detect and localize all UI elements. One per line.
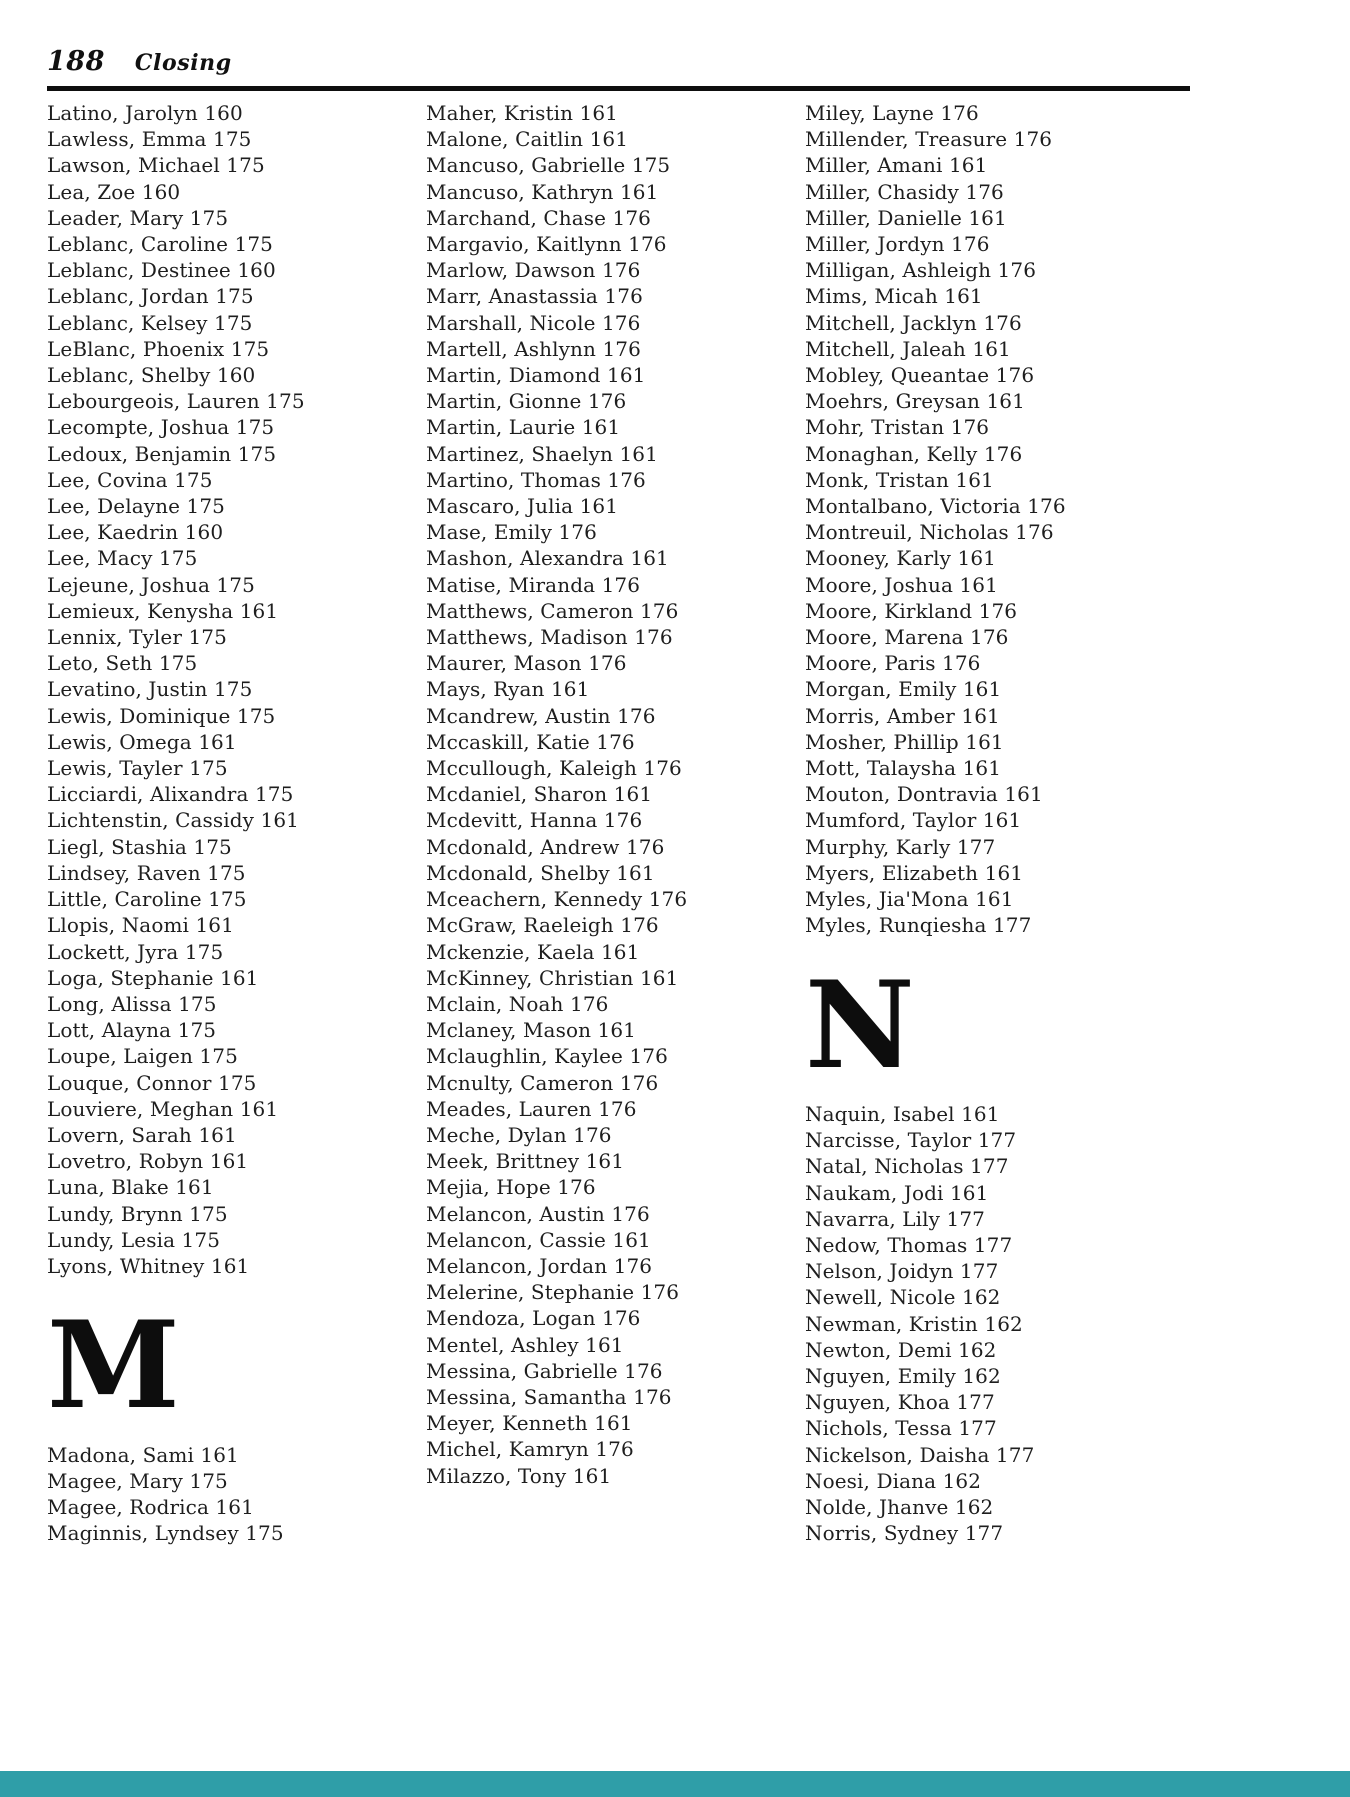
index-entry: Newton, Demi 162 [805,1337,997,1362]
index-entry: Martell, Ashlynn 176 [426,336,641,361]
index-entry: Meek, Brittney 161 [426,1149,625,1174]
index-entry: Martinez, Shaelyn 161 [426,441,658,466]
index-entry: Melerine, Stephanie 176 [426,1280,680,1305]
index-entry: Mouton, Dontravia 161 [805,782,1043,807]
index-entry: Mase, Emily 176 [426,520,597,545]
index-entry: Lee, Macy 175 [47,546,198,571]
index-entry: Magee, Mary 175 [47,1468,228,1493]
index-entry: Naquin, Isabel 161 [805,1101,1000,1126]
index-columns [47,100,1190,1546]
index-entry: Naukam, Jodi 161 [805,1180,989,1205]
index-column [426,100,805,1546]
index-entry: Mcandrew, Austin 176 [426,703,656,728]
index-entry: Mendoza, Logan 176 [426,1306,641,1331]
index-entry: Messina, Gabrielle 176 [426,1358,663,1383]
bottom-accent-bar [0,1771,1350,1797]
index-entry: Meyer, Kenneth 161 [426,1411,633,1436]
page-header [47,46,1190,77]
index-entry: Leblanc, Jordan 175 [47,284,254,309]
index-entry: Mcdevitt, Hanna 176 [426,808,643,833]
index-entry: Moore, Paris 176 [805,651,981,676]
index-entry: Nolde, Jhanve 162 [805,1494,994,1519]
index-entry: Malone, Caitlin 161 [426,127,629,152]
page-number: 188 [47,46,105,77]
index-entry: Mott, Talaysha 161 [805,756,1002,781]
index-entry: Marchand, Chase 176 [426,205,652,230]
index-entry: Mclain, Noah 176 [426,991,609,1016]
index-entry: Milligan, Ashleigh 176 [805,258,1037,283]
index-entry: Montalbano, Victoria 176 [805,494,1066,519]
index-entry: Miley, Layne 176 [805,101,979,125]
index-entry: Loupe, Laigen 175 [47,1044,238,1069]
index-entry: Lemieux, Kenysha 161 [47,598,279,623]
index-entry: Lyons, Whitney 161 [47,1253,250,1278]
index-entry: Mims, Micah 161 [805,284,983,309]
index-entry: McGraw, Raeleigh 176 [426,913,659,938]
index-entry: Matise, Miranda 176 [426,572,641,597]
index-entry: Myles, Jia'Mona 161 [805,887,1014,912]
index-entry: Licciardi, Alixandra 175 [47,782,294,807]
index-entry: Lockett, Jyra 175 [47,939,224,964]
index-entry: Newman, Kristin 162 [805,1311,1023,1336]
index-entry: Lee, Delayne 175 [47,494,226,519]
index-entry: Millender, Treasure 176 [805,127,1053,152]
index-column [805,100,1184,1546]
index-entry: Mobley, Queantae 176 [805,363,1035,388]
index-entry: Lejeune, Joshua 175 [47,572,255,597]
index-entry: Leader, Mary 175 [47,205,229,230]
section-letter: M [47,1295,180,1437]
index-entry: Miller, Chasidy 176 [805,179,1004,204]
index-entry: Messina, Samantha 176 [426,1384,672,1409]
index-entry: Louviere, Meghan 161 [47,1096,279,1121]
header-rule [47,86,1190,91]
index-entry: Navarra, Lily 177 [805,1206,986,1231]
index-entry: Lee, Covina 175 [47,467,213,492]
index-entry: Lewis, Omega 161 [47,729,237,754]
index-entry: Nguyen, Emily 162 [805,1363,1001,1388]
index-entry: Lovern, Sarah 161 [47,1122,237,1147]
index-entry: Mitchell, Jacklyn 176 [805,310,1022,335]
index-entry: Maher, Kristin 161 [426,101,619,125]
section-letter: N [805,954,915,1096]
index-entry: Monaghan, Kelly 176 [805,441,1023,466]
index-entry: Montreuil, Nicholas 176 [805,520,1054,545]
index-entry: Mcnulty, Cameron 176 [426,1070,659,1095]
index-entry: Mashon, Alexandra 161 [426,546,669,571]
index-entry: Llopis, Naomi 161 [47,913,234,938]
index-entry: Lawson, Michael 175 [47,153,265,178]
index-entry: Luna, Blake 161 [47,1175,214,1200]
index-entry: Norris, Sydney 177 [805,1521,1004,1546]
index-entry: Noesi, Diana 162 [805,1468,982,1493]
index-entry: Lea, Zoe 160 [47,179,181,204]
index-entry: Murphy, Karly 177 [805,834,996,859]
index-entry: Leblanc, Destinee 160 [47,258,276,283]
index-entry: Melancon, Cassie 161 [426,1227,651,1252]
index-entry: Martin, Diamond 161 [426,363,646,388]
index-entry: Nelson, Joidyn 177 [805,1259,999,1284]
index-entry: Lundy, Brynn 175 [47,1201,228,1226]
index-entry: Miller, Jordyn 176 [805,232,990,257]
index-entry: Marlow, Dawson 176 [426,258,641,283]
index-entry: Nichols, Tessa 177 [805,1416,997,1441]
index-entry: Mckenzie, Kaela 161 [426,939,640,964]
index-entry: Natal, Nicholas 177 [805,1154,1009,1179]
index-entry: Margavio, Kaitlynn 176 [426,232,667,257]
index-entry: Liegl, Stashia 175 [47,834,232,859]
index-entry: Lovetro, Robyn 161 [47,1149,249,1174]
index-entry: Michel, Kamryn 176 [426,1437,634,1462]
index-entry: Lewis, Dominique 175 [47,703,276,728]
index-entry: Lewis, Tayler 175 [47,756,228,781]
index-entry: Newell, Nicole 162 [805,1285,1001,1310]
index-entry: Mccullough, Kaleigh 176 [426,756,682,781]
index-entry: Ledoux, Benjamin 175 [47,441,277,466]
index-entry: Leblanc, Caroline 175 [47,232,274,257]
index-entry: Magee, Rodrica 161 [47,1494,254,1519]
index-entry: Mccaskill, Katie 176 [426,729,635,754]
index-entry: Moore, Marena 176 [805,625,1009,650]
index-entry: Mohr, Tristan 176 [805,415,990,440]
index-entry: Mays, Ryan 161 [426,677,590,702]
index-entry: Marr, Anastassia 176 [426,284,643,309]
index-entry: Levatino, Justin 175 [47,677,253,702]
index-entry: Maurer, Mason 176 [426,651,627,676]
index-entry: Martin, Gionne 176 [426,389,627,414]
index-entry: Mooney, Karly 161 [805,546,996,571]
index-entry: Nedow, Thomas 177 [805,1232,1013,1257]
index-entry: Maginnis, Lyndsey 175 [47,1521,284,1546]
index-entry: Mclaney, Mason 161 [426,1018,636,1043]
index-entry: Mancuso, Gabrielle 175 [426,153,671,178]
index-entry: Long, Alissa 175 [47,991,217,1016]
index-entry: Mumford, Taylor 161 [805,808,1022,833]
index-entry: Leto, Seth 175 [47,651,198,676]
index-entry: Lee, Kaedrin 160 [47,520,224,545]
index-entry: Mceachern, Kennedy 176 [426,887,688,912]
index-entry: Nguyen, Khoa 177 [805,1390,995,1415]
index-entry: Mosher, Phillip 161 [805,729,1004,754]
index-entry: Mentel, Ashley 161 [426,1332,624,1357]
index-entry: Little, Caroline 175 [47,887,247,912]
index-entry: Meades, Lauren 176 [426,1096,637,1121]
index-entry: Louque, Connor 175 [47,1070,257,1095]
index-entry: Melancon, Austin 176 [426,1201,650,1226]
index-entry: Madona, Sami 161 [47,1442,239,1467]
index-entry: Lennix, Tyler 175 [47,625,227,650]
index-entry: Moore, Kirkland 176 [805,598,1018,623]
index-entry: Mitchell, Jaleah 161 [805,336,1011,361]
index-entry: LeBlanc, Phoenix 175 [47,336,270,361]
index-entry: Morgan, Emily 161 [805,677,1002,702]
index-entry: Mcdonald, Andrew 176 [426,834,665,859]
index-entry: Milazzo, Tony 161 [426,1463,612,1488]
index-column [47,100,426,1546]
index-entry: Lindsey, Raven 175 [47,860,246,885]
section-title: Closing [134,50,232,76]
index-entry: Leblanc, Shelby 160 [47,363,256,388]
index-entry: Morris, Amber 161 [805,703,1000,728]
index-entry: Lichtenstin, Cassidy 161 [47,808,299,833]
index-entry: Nickelson, Daisha 177 [805,1442,1035,1467]
index-entry: Mascaro, Julia 161 [426,494,619,519]
index-entry: Lecompte, Joshua 175 [47,415,275,440]
index-entry: Latino, Jarolyn 160 [47,101,243,125]
index-entry: Monk, Tristan 161 [805,467,994,492]
index-entry: Martino, Thomas 176 [426,467,646,492]
index-entry: McKinney, Christian 161 [426,965,679,990]
index-entry: Leblanc, Kelsey 175 [47,310,253,335]
index-entry: Myers, Elizabeth 161 [805,860,1024,885]
index-entry: Mcdonald, Shelby 161 [426,860,655,885]
index-entry: Miller, Danielle 161 [805,205,1007,230]
index-entry: Mclaughlin, Kaylee 176 [426,1044,668,1069]
index-entry: Moehrs, Greysan 161 [805,389,1025,414]
index-entry: Mcdaniel, Sharon 161 [426,782,653,807]
index-entry: Meche, Dylan 176 [426,1122,612,1147]
index-entry: Matthews, Cameron 176 [426,598,679,623]
index-entry: Miller, Amani 161 [805,153,988,178]
index-entry: Mancuso, Kathryn 161 [426,179,659,204]
index-entry: Lebourgeois, Lauren 175 [47,389,305,414]
index-entry: Loga, Stephanie 161 [47,965,259,990]
index-entry: Moore, Joshua 161 [805,572,998,597]
index-entry: Narcisse, Taylor 177 [805,1128,1017,1153]
index-entry: Lundy, Lesia 175 [47,1227,221,1252]
index-entry: Lott, Alayna 175 [47,1018,217,1043]
index-entry: Mejia, Hope 176 [426,1175,596,1200]
index-entry: Myles, Runqiesha 177 [805,913,1032,938]
index-entry: Melancon, Jordan 176 [426,1253,653,1278]
index-entry: Martin, Laurie 161 [426,415,621,440]
index-entry: Matthews, Madison 176 [426,625,673,650]
index-entry: Lawless, Emma 175 [47,127,252,152]
index-entry: Marshall, Nicole 176 [426,310,641,335]
